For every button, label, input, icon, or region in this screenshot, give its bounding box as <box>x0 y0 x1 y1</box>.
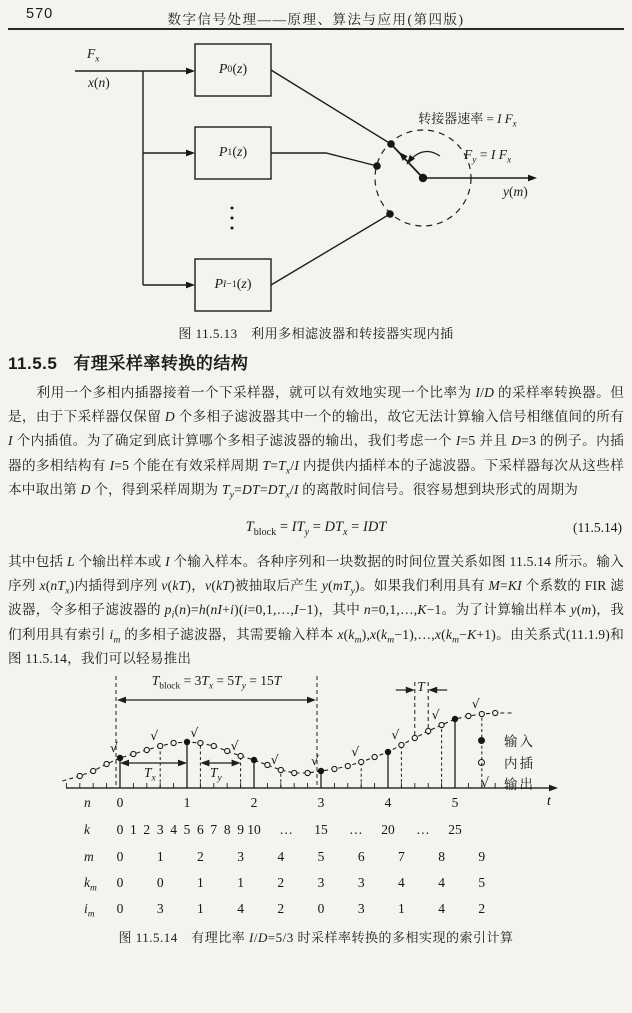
timing-diagram <box>0 668 632 924</box>
equation-11-5-14 <box>0 519 632 536</box>
output-check: √ <box>110 740 118 755</box>
row-im-value: 2 <box>277 901 285 916</box>
row-m-value: 8 <box>438 849 445 864</box>
interp-sample <box>238 753 243 758</box>
row-n-value: 4 <box>384 795 392 810</box>
interp-sample <box>225 748 230 753</box>
row-m-value: 0 <box>116 849 124 864</box>
row-m-value: 3 <box>237 849 244 864</box>
row-k-value: … <box>279 822 293 837</box>
row-km-value: 3 <box>357 875 365 890</box>
section-heading <box>8 349 248 374</box>
ellipsis-dot <box>231 217 234 220</box>
equation-body: $T_{block} = IT_y = DT_x$ = IDT <box>245 519 387 538</box>
t-interval-label: T <box>417 679 425 694</box>
row-m-value: 4 <box>277 849 285 864</box>
row-label-km: $k_m$ <box>84 875 97 894</box>
row-n-value: 2 <box>250 795 258 810</box>
row-m-value: 9 <box>478 849 486 864</box>
row-im-value: 3 <box>156 901 164 916</box>
legend-item-output <box>478 773 535 793</box>
commutator-contact-0 <box>387 140 395 148</box>
row-im-value: 1 <box>398 901 405 916</box>
row-m-value: 6 <box>357 849 365 864</box>
row-im-value: 3 <box>357 901 365 916</box>
output-check-marker: √ <box>480 775 490 791</box>
legend-label: 内插 <box>504 756 535 771</box>
paragraph-2: 其中包括 L 个输出样本或 I 个输入样本。各种序列和一块数据的时间位置关系如图 11.5.14 所示。输入序列 $x(nT_x)$内插得到序列 v(kT)，v(kT)被抽取后产生 $y(mT_y)$。如果我们利用具有 M=KI 个系数的 FIR 滤波器，令多相子滤波器的 $p_i(n)=h(nI+i)(i=0,1,\dots,I-1)$，其中 n=0,1,…,K−1。为了计算输出样本 y(m)，我们利用具有索引 $i_m$ 的多相子滤波器，其需要输入样本 $x(k_m),x(k_m-1),\dots,x(k_m-K+1)$。由关系式(11.1.9)和图 11.5.14，我们可以轻易推出 <box>8 554 625 666</box>
interp-sample <box>91 768 96 773</box>
page-number: 570 <box>26 6 54 22</box>
row-k-value: 1 <box>130 822 137 837</box>
commutator-contact-2 <box>386 210 394 218</box>
row-label-im: $i_m$ <box>84 901 95 920</box>
interp-sample <box>292 770 297 775</box>
interp-sample <box>345 763 350 768</box>
interp-sample <box>439 722 444 727</box>
row-m-value: 7 <box>398 849 405 864</box>
diagram-lines <box>75 44 528 311</box>
row-k-value: 5 <box>183 822 191 837</box>
row-k-value: 3 <box>156 822 164 837</box>
polyphase-filter-box-0: P 0 ( z ) <box>218 62 248 77</box>
figure-13-caption: 图 11.5.13 利用多相滤波器和转接器实现内插 <box>178 326 454 341</box>
row-n-value: 1 <box>183 795 191 810</box>
interp-sample <box>77 773 82 778</box>
input-sample <box>117 755 123 761</box>
interp-sample <box>198 740 203 745</box>
interp-sample <box>131 751 136 756</box>
row-km-value: 0 <box>116 875 124 890</box>
output-check: √ <box>150 728 159 743</box>
row-n-value: 0 <box>116 795 124 810</box>
interp-sample <box>372 754 377 759</box>
row-k-value: 2 <box>143 822 151 837</box>
interp-sample <box>171 740 176 745</box>
row-k-value: 0 <box>116 822 124 837</box>
output-signal-label: y(m) <box>503 184 528 199</box>
interpolation-block-diagram <box>60 42 612 320</box>
row-label-m: m <box>84 849 94 864</box>
signal-curve <box>62 713 512 784</box>
row-km-value: 3 <box>317 875 325 890</box>
row-k-value: 10 <box>247 822 261 837</box>
input-sample <box>184 739 190 745</box>
tx-label: $T_x$ <box>144 765 156 784</box>
row-k-value: … <box>416 822 430 837</box>
output-rate-label: $F_y = I$ $F_x$ <box>464 147 512 166</box>
row-k-value: 4 <box>170 822 177 837</box>
row-k-value: 6 <box>197 822 204 837</box>
interp-sample <box>211 743 216 748</box>
header-title: 数字信号处理——原理、算法与应用(第四版) <box>167 12 465 27</box>
ty-label: $T_y$ <box>210 765 222 784</box>
interp-sample <box>359 759 364 764</box>
row-km-value: 4 <box>398 875 405 890</box>
interp-sample <box>493 710 498 715</box>
row-k-value: … <box>349 822 363 837</box>
interp-sample <box>265 762 270 767</box>
row-k-value: 9 <box>237 822 244 837</box>
interp-sample <box>305 770 310 775</box>
row-km-value: 4 <box>438 875 445 890</box>
input-sample <box>385 749 391 755</box>
legend-item-input <box>478 730 535 750</box>
row-m-value: 1 <box>156 849 164 864</box>
input-sample <box>318 768 324 774</box>
polyphase-filter-box-I-1: P I−1 ( z ) <box>214 277 252 292</box>
row-km-value: 5 <box>478 875 486 890</box>
section-title: 有理采样率转换的结构 <box>73 354 249 373</box>
commutator-rate-label: 转接器速率 = I $F_x$ <box>418 111 517 129</box>
row-label-n: n <box>84 795 91 810</box>
paragraph-1: 利用一个多相内插器接着一个下采样器，就可以有效地实现一个比率为 I/D 的采样率转换器。但是，由于下采样器仅保留 D 个多相子滤波器其中一个的输出，故它无法计算输入信号相继值间的所有 I 个内插值。为了确定到底计算哪个多相子滤波器的输出，我们考虑一个 I=5 并且 D=3 的例子。内插器的多相结构有 I=5 个能在有效采样周期 $T=T_x/I$ 内提供内插样本的子滤波器。下采样器每次从这些样本中取出第 D 个，得到采样周期为 $T_y=DT=DT_x/I$ 的离散时间信号。很容易想到块形式的周期为 <box>8 385 624 501</box>
commutator-pivot <box>419 174 427 182</box>
input-dot-marker <box>478 737 485 744</box>
time-axis-label: t <box>547 793 551 808</box>
output-check: √ <box>471 696 480 711</box>
output-check: √ <box>230 738 239 753</box>
ellipsis-dot <box>231 227 234 230</box>
row-im-value: 2 <box>478 901 486 916</box>
row-n-value: 3 <box>317 795 325 810</box>
output-check: √ <box>311 753 319 768</box>
interp-sample <box>479 711 484 716</box>
figure-14-caption: 图 11.5.14 有理比率 I/D=5/3 时采样率转换的多相实现的索引计算 <box>118 930 514 945</box>
equation-number: (11.5.14) <box>573 520 622 535</box>
interp-sample <box>332 766 337 771</box>
row-km-value: 1 <box>237 875 244 890</box>
interp-sample <box>144 747 149 752</box>
row-m-value: 5 <box>317 849 325 864</box>
row-label-k: k <box>84 822 90 837</box>
legend-item-interp <box>478 752 535 772</box>
interp-sample <box>278 767 283 772</box>
row-km-value: 1 <box>197 875 204 890</box>
output-check: √ <box>270 752 279 767</box>
output-check: √ <box>391 727 400 742</box>
row-k-value: 7 <box>210 822 218 837</box>
interp-sample <box>104 761 109 766</box>
block-diagram-drawing <box>60 42 612 320</box>
input-sample <box>452 716 458 722</box>
interp-sample <box>466 713 471 718</box>
row-k-value: 8 <box>223 822 231 837</box>
row-km-value: 0 <box>156 875 164 890</box>
interp-circle-marker <box>478 759 485 766</box>
output-check: √ <box>351 744 360 759</box>
interp-sample <box>412 735 417 740</box>
row-k-value: 15 <box>314 822 328 837</box>
row-k-value: 25 <box>448 822 462 837</box>
legend-label: 输出 <box>504 777 535 792</box>
row-k-value: 20 <box>381 822 395 837</box>
interp-sample <box>426 728 431 733</box>
legend-label: 输入 <box>504 734 535 749</box>
row-n-value: 5 <box>451 795 459 810</box>
header-divider <box>8 28 624 30</box>
row-im-value: 4 <box>237 901 244 916</box>
interp-sample <box>399 742 404 747</box>
output-check: √ <box>190 725 199 740</box>
commutator-contact-1 <box>373 162 381 170</box>
row-im-value: 1 <box>197 901 204 916</box>
output-check: √ <box>431 707 440 722</box>
row-km-value: 2 <box>277 875 285 890</box>
section-number: 11.5.5 <box>8 354 58 373</box>
row-im-value: 4 <box>438 901 445 916</box>
tblock-label: $T_{block} = 3T_x = 5T_y = 15T$ <box>151 673 282 692</box>
row-im-value: 0 <box>116 901 124 916</box>
input-sample <box>251 757 257 763</box>
row-im-value: 0 <box>317 901 325 916</box>
ellipsis-dot <box>231 207 234 210</box>
input-rate-label: $F_x$ <box>87 46 100 65</box>
row-m-value: 2 <box>197 849 204 864</box>
polyphase-filter-box-1: P 1 ( z ) <box>218 145 248 160</box>
interp-sample <box>158 743 163 748</box>
input-signal-label: x(n) <box>88 75 110 90</box>
